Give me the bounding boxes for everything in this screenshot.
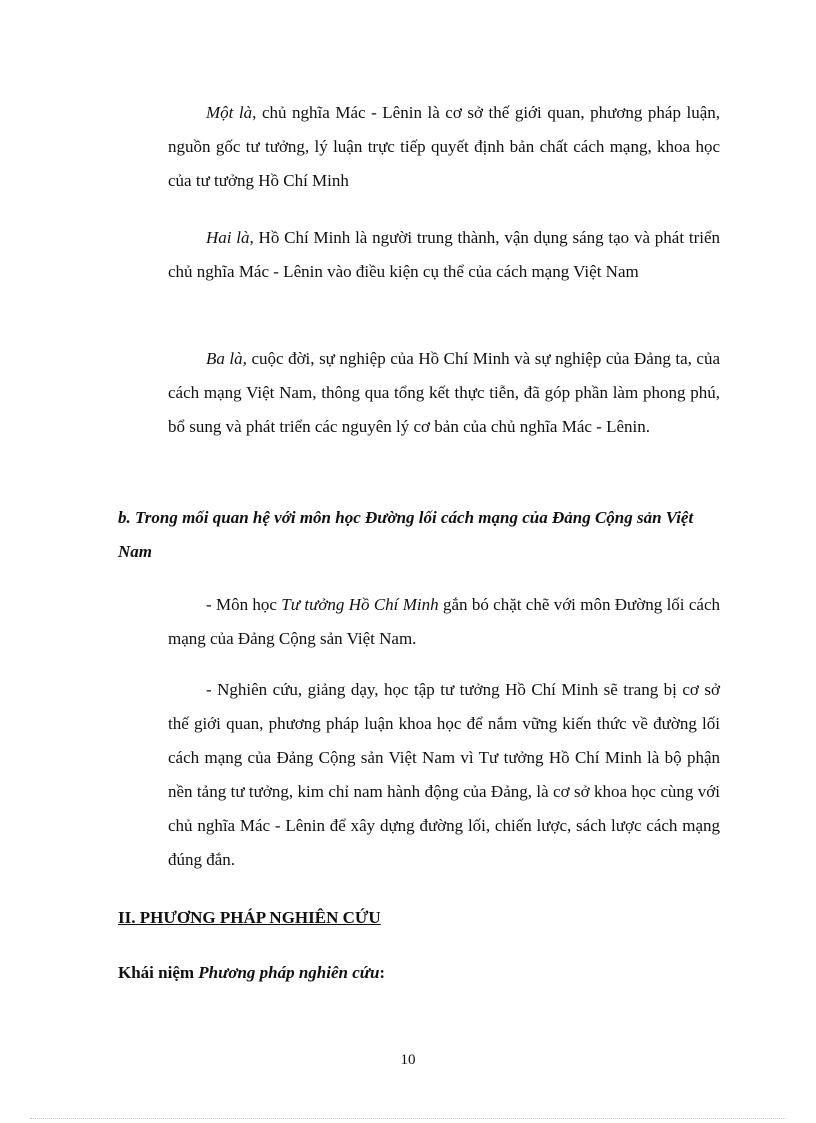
paragraph-lead: Hai là xyxy=(206,228,250,247)
section-heading-b: b. Trong mối quan hệ với môn học Đường lối cách mạng của Đảng Cộng sản Việt Nam xyxy=(118,508,694,561)
concept-italic: Phương pháp nghiên cứu xyxy=(198,963,380,982)
paragraph-text: - Nghiên cứu, giảng dạy, học tập tư tưởng Hồ Chí Minh sẽ trang bị cơ sở thế giới quan, phương pháp luận khoa học để nắm vững kiến thức về đường lối cách mạng của Đảng Cộng sản Việt Nam vì Tư tưởng Hồ Chí Minh là bộ phận nền tảng tư tưởng, kim chỉ nam hành động của Đảng, là cơ sở khoa học cùng với chủ nghĩa Mác - Lênin để xây dựng đường lối, chiến lược, sách lược cách mạng đúng đắn. xyxy=(168,680,720,869)
page-bottom-divider xyxy=(30,1118,786,1119)
paragraph-text: , chủ nghĩa Mác - Lênin là cơ sở thế giới quan, phương pháp luận, nguồn gốc tư tưởng, lý luận trực tiếp quyết định bản chất cách mạng, khoa học của tư tưởng Hồ Chí Minh xyxy=(168,103,721,190)
page-number: 10 xyxy=(400,1052,416,1068)
section-heading-ii: II. PHƯƠNG PHÁP NGHIÊN CỨU xyxy=(118,908,381,927)
course-name-italic: Tư tưởng Hồ Chí Minh xyxy=(281,595,439,614)
paragraph-text: - Môn học xyxy=(206,595,282,614)
paragraph-lead: Một là xyxy=(206,103,253,122)
paragraph-nghien-cuu xyxy=(168,673,720,877)
concept-prefix: Khái niệm xyxy=(118,963,199,982)
paragraph-mot-la xyxy=(168,96,720,198)
paragraph-text: cuộc đời, sự nghiệp của Hồ Chí Minh và sự nghiệp của Đảng ta, của cách mạng Việt Nam, thông qua tổng kết thực tiễn, đã góp phần làm phong phú, bổ sung và phát triển các nguyên lý cơ bản của chủ nghĩa Mác - Lênin. xyxy=(168,349,721,436)
paragraph-text: , Hồ Chí Minh là người trung thành, vận dụng sáng tạo và phát triển chủ nghĩa Mác - Lênin vào điều kiện cụ thể của cách mạng Việt Nam xyxy=(168,228,720,281)
paragraph-ba-la xyxy=(168,342,720,444)
paragraph-lead: Ba là, xyxy=(206,349,247,368)
concept-suffix: : xyxy=(379,963,386,982)
paragraph-text: gắn bó chặt chẽ với môn Đường lối cách mạng của Đảng Cộng sản Việt Nam. xyxy=(168,595,720,648)
paragraph-mon-hoc xyxy=(168,588,720,656)
paragraph-hai-la xyxy=(168,221,720,289)
concept-heading xyxy=(118,956,720,990)
